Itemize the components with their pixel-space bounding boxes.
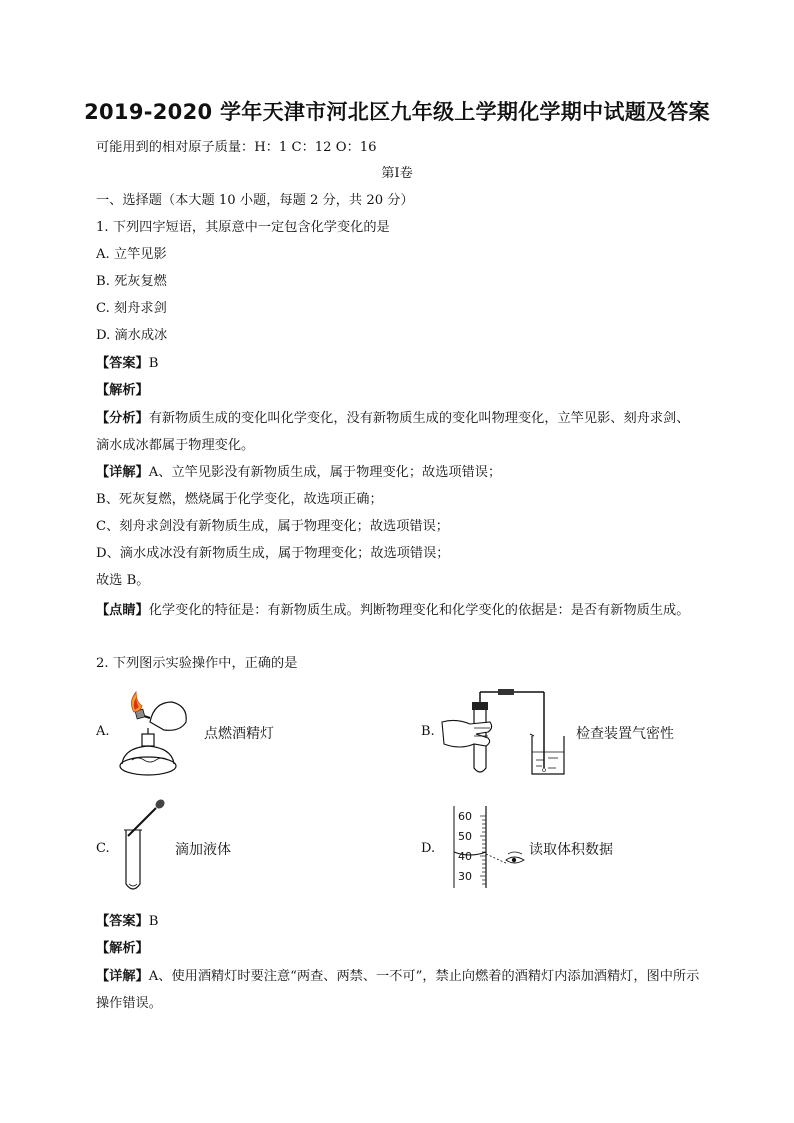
question-1-detail-c: C、刻舟求剑没有新物质生成，属于物理变化；故选项错误； xyxy=(96,519,449,534)
answer-value: B xyxy=(148,914,159,929)
scale-label-30: 30 xyxy=(458,870,472,883)
scale-label-40: 40 xyxy=(458,850,472,863)
question-1-analysis-heading xyxy=(96,382,149,400)
atomic-mass-note: 可能用到的相对原子质量：H：1 C：12 O：16 xyxy=(96,140,377,155)
volume-heading: 第Ⅰ卷 xyxy=(381,166,413,181)
option-b-text: 检查装置气密性 xyxy=(576,726,674,742)
question-1-option-d: D. 滴水成冰 xyxy=(96,328,168,343)
detail-text: A、立竿见影没有新物质生成，属于物理变化；故选项错误； xyxy=(148,465,502,480)
section-heading: 一、选择题（本大题 10 小题，每题 2 分，共 20 分） xyxy=(96,193,414,208)
question-1-option-c: C. 刻舟求剑 xyxy=(96,301,167,316)
scale-label-50: 50 xyxy=(458,830,472,843)
question-2-answer xyxy=(96,913,158,931)
answer-value: B xyxy=(148,356,159,371)
question-1-detail-d: D、滴水成冰没有新物质生成，属于物理变化；故选项错误； xyxy=(96,546,450,561)
question-1-answer xyxy=(96,355,158,373)
dianjing-tag: 【点睛】 xyxy=(96,603,149,618)
alcohol-lamp-icon xyxy=(114,688,198,780)
analysis-tag: 【解析】 xyxy=(96,383,149,398)
dropper-test-tube-icon xyxy=(118,798,170,894)
question-2-detail xyxy=(96,963,700,1017)
scale-label-60: 60 xyxy=(458,810,472,823)
option-a-label: A. xyxy=(96,724,110,739)
xiangjie-tag: 【详解】 xyxy=(96,969,149,984)
option-d-text: 读取体积数据 xyxy=(529,842,613,858)
question-1-stem: 1. 下列四字短语，其原意中一定包含化学变化的是 xyxy=(96,220,390,235)
option-c-text: 滴加液体 xyxy=(175,842,231,858)
page-title: 2019-2020 学年天津市河北区九年级上学期化学期中试题及答案 xyxy=(84,100,710,124)
question-2-stem: 2. 下列图示实验操作中，正确的是 xyxy=(96,656,298,671)
question-1-conclusion: 故选 B。 xyxy=(96,573,150,588)
question-1-detail-a xyxy=(96,464,501,482)
dianjing-text: 化学变化的特征是：有新物质生成。判断物理变化和化学变化的依据是：是否有新物质生成。 xyxy=(148,603,690,618)
option-c-label: C. xyxy=(96,841,110,856)
fenxi-tag: 【分析】 xyxy=(96,411,149,426)
fenxi-text: 有新物质生成的变化叫化学变化，没有新物质生成的变化叫物理变化，立竿见影、刻舟求剑、滴水成冰都属于物理变化。 xyxy=(96,411,690,453)
airtightness-check-icon xyxy=(440,684,566,780)
option-d-label: D. xyxy=(421,841,436,856)
question-1-dianjing xyxy=(96,597,700,624)
option-b-label: B. xyxy=(421,724,435,739)
question-1-detail-b: B、死灰复燃，燃烧属于化学变化，故选项正确； xyxy=(96,492,383,507)
graduated-cylinder-icon xyxy=(452,804,532,890)
analysis-tag: 【解析】 xyxy=(96,941,149,956)
answer-tag: 【答案】 xyxy=(96,914,149,929)
option-a-text: 点燃酒精灯 xyxy=(204,726,274,742)
question-1-option-b: B. 死灰复燃 xyxy=(96,274,167,289)
detail-text: A、使用酒精灯时要注意“两查、两禁、一不可”，禁止向燃着的酒精灯内添加酒精灯，图中所示操作错误。 xyxy=(96,969,700,1011)
question-1-option-a: A. 立竿见影 xyxy=(96,247,167,262)
xiangjie-tag: 【详解】 xyxy=(96,465,149,480)
question-2-analysis-heading xyxy=(96,940,149,958)
answer-tag: 【答案】 xyxy=(96,356,149,371)
question-1-fenxi xyxy=(96,405,700,459)
